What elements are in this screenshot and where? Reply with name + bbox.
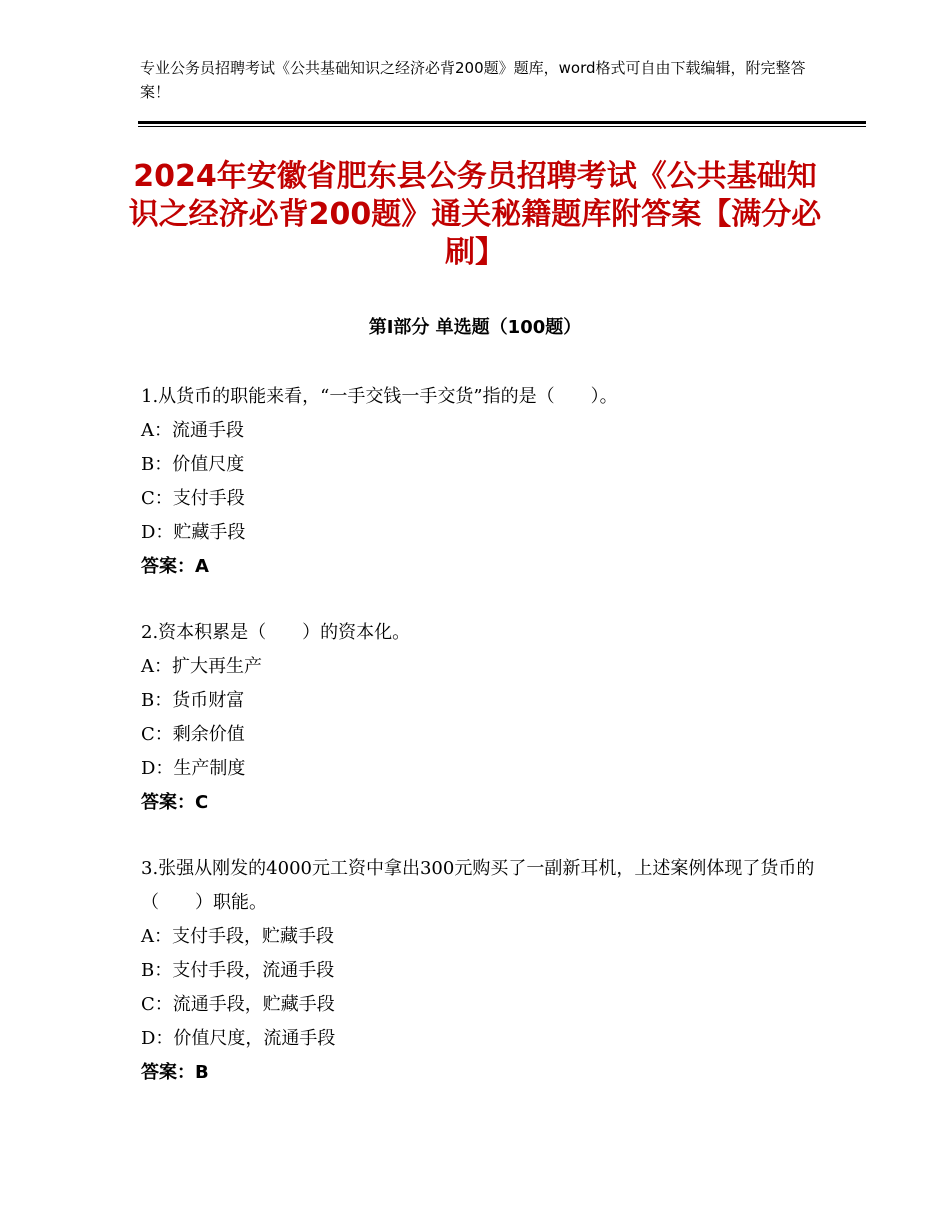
option-d: D：贮藏手段 <box>141 522 246 543</box>
header-divider-thin <box>138 126 866 127</box>
option-c: C：支付手段 <box>141 488 245 509</box>
question-stem: 1.从货币的职能来看，“一手交钱一手交货”指的是（ ）。 <box>141 386 618 407</box>
question-item <box>141 852 821 1090</box>
question-item <box>141 616 821 820</box>
document-title: 2024年安徽省肥东县公务员招聘考试《公共基础知识之经济必背200题》通关秘籍题库附答案【满分必刷】 <box>128 159 822 270</box>
option-b: B：价值尺度 <box>141 454 245 475</box>
question-stem: 2.资本积累是（ ）的资本化。 <box>141 622 411 643</box>
header-divider <box>138 121 866 127</box>
option-d: D：价值尺度，流通手段 <box>141 1028 336 1049</box>
question-item <box>141 380 821 584</box>
option-c: C：剩余价值 <box>141 724 245 745</box>
answer-line: 答案：A <box>141 556 209 577</box>
question-stem: 3.张强从刚发的4000元工资中拿出300元购买了一副新耳机，上述案例体现了货币的（ ）职能。 <box>141 858 815 913</box>
option-d: D：生产制度 <box>141 758 246 779</box>
answer-line: 答案：B <box>141 1062 209 1083</box>
header-note: 专业公务员招聘考试《公共基础知识之经济必背200题》题库，word格式可自由下载编辑，附完整答案！ <box>140 59 806 101</box>
option-a: A：流通手段 <box>141 420 244 441</box>
section-heading: 第Ⅰ部分 单选题（100题） <box>368 317 582 338</box>
option-c: C：流通手段，贮藏手段 <box>141 994 335 1015</box>
header-divider-thick <box>138 121 866 124</box>
option-b: B：支付手段，流通手段 <box>141 960 335 981</box>
question-list <box>141 380 821 1122</box>
option-a: A：支付手段，贮藏手段 <box>141 926 334 947</box>
option-a: A：扩大再生产 <box>141 656 262 677</box>
option-b: B：货币财富 <box>141 690 245 711</box>
answer-line: 答案：C <box>141 792 209 813</box>
